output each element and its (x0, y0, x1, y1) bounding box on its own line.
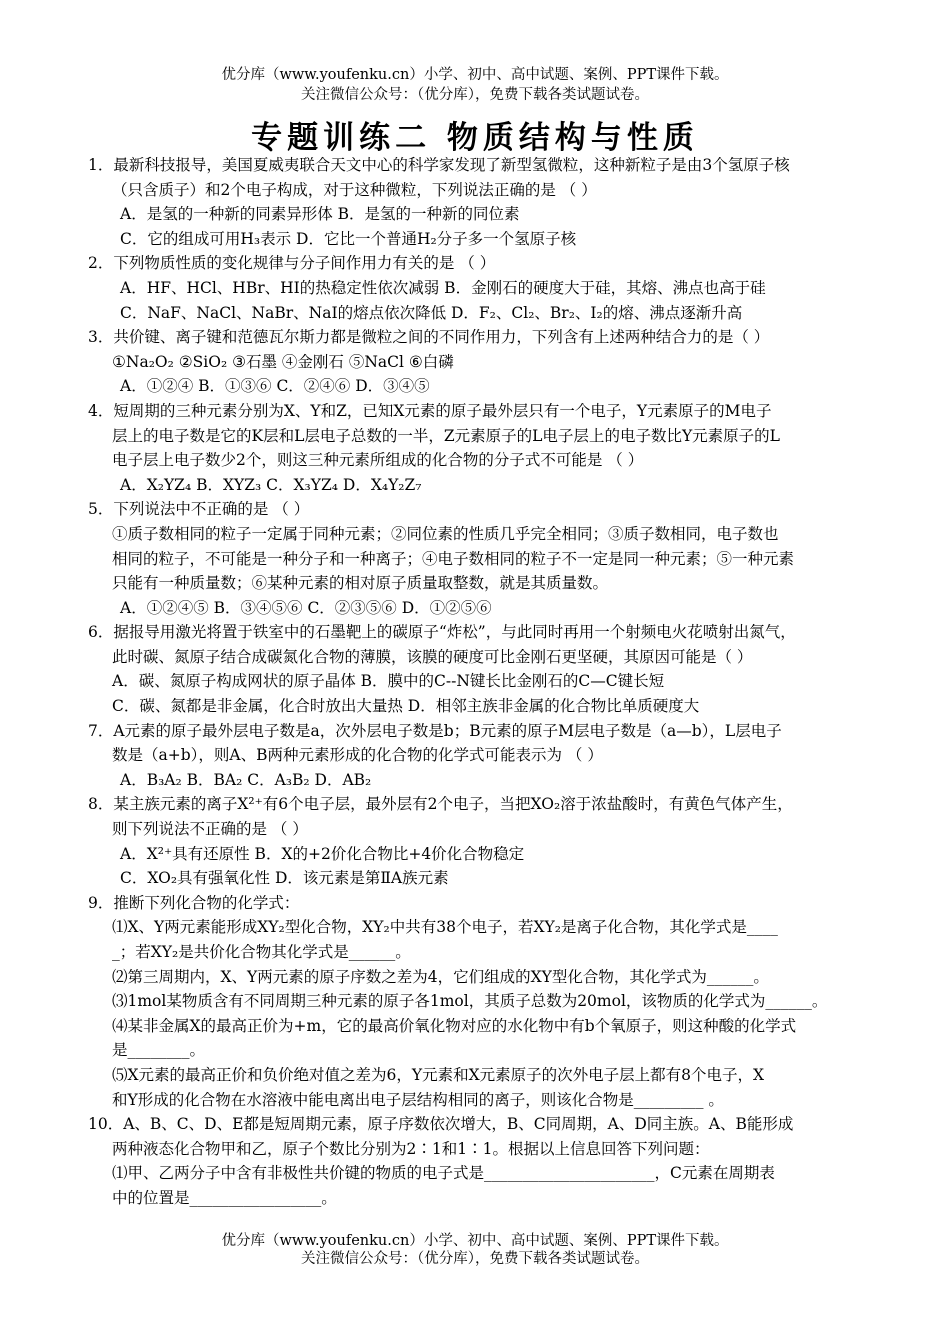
q9-sub1-line-1: ⑴X、Y两元素能形成XY₂型化合物，XY₂中共有38个电子，若XY₂是离子化合物，其化学式是____ (112, 918, 778, 937)
q10-line-2: 两种液态化合物甲和乙，原子个数比分别为2∶1和1∶1。根据以上信息回答下列问题： (112, 1139, 710, 1158)
q5-line-1: 5．下列说法中不正确的是 （ ） (88, 500, 310, 519)
q5-line-2: ①质子数相同的粒子一定属于同种元素；②同位素的性质几乎完全相同；③质子数相同，电子数也 (112, 524, 779, 543)
q8-choices-ab: A．X²⁺具有还原性 B．X的+2价化合物比+4价化合物稳定 (120, 844, 525, 863)
q4-line-1: 4．短周期的三种元素分别为X、Y和Z，已知X元素的原子最外层只有一个电子，Y元素原子的M电子 (88, 401, 772, 420)
q6-choices-ab: A．碳、氮原子构成网状的原子晶体 B．膜中的C--N键长比金刚石的C—C键长短 (112, 672, 665, 691)
q1-choices-ab: A．是氢的一种新的同素异形体 B．是氢的一种新的同位素 (120, 205, 520, 224)
q7-line-1: 7．A元素的原子最外层电子数是a，次外层电子数是b；B元素的原子M层电子数是（a—b），L层电子 (88, 721, 782, 740)
q5-choices: A．①②④⑤ B．③④⑤⑥ C．②③⑤⑥ D．①②⑤⑥ (120, 598, 492, 617)
q9-sub5-line-2: 和Y形成的化合物在水溶液中能电离出电子层结构相同的离子，则该化合物是_________ 。 (112, 1090, 724, 1109)
q4-choices: A．X₂YZ₄ B．XYZ₃ C．X₃YZ₄ D．X₄Y₂Z₇ (120, 475, 422, 494)
q3-items: ①Na₂O₂ ②SiO₂ ③石墨 ④金刚石 ⑤NaCl ⑥白磷 (112, 352, 454, 371)
q4-line-3: 电子层上电子数少2个，则这三种元素所组成的化合物的分子式不可能是 （ ） (112, 451, 644, 470)
q3-choices: A．①②④ B．①③⑥ C．②④⑥ D．③④⑤ (120, 377, 430, 396)
q9-sub5-line-1: ⑸X元素的最高正价和负价绝对值之差为6，Y元素和X元素原子的次外电子层上都有8个电子，X (112, 1065, 765, 1084)
q2-choices-cd: C．NaF、NaCl、NaBr、NaI的熔点依次降低 D．F₂、Cl₂、Br₂、I₂的熔、沸点逐渐升高 (120, 303, 743, 322)
q7-line-2: 数是（a+b），则A、B两种元素形成的化合物的化学式可能表示为 （ ） (112, 746, 603, 765)
q1-choices-cd: C．它的组成可用H₃表示 D．它比一个普通H₂分子多一个氢原子核 (120, 229, 577, 248)
q6-line-2: 此时碳、氮原子结合成碳氮化合物的薄膜，该膜的硬度可比金刚石更坚硬，其原因可能是（ ） (112, 647, 753, 666)
footer-line-1: 优分库（www.youfenku.cn）小学、初中、高中试题、案例、PPT课件下载。 (221, 1233, 729, 1249)
q7-choices: A．B₃A₂ B．BA₂ C．A₃B₂ D．AB₂ (120, 770, 372, 789)
question-body (88, 153, 868, 1211)
q1-line-1: 1．最新科技报导，美国夏威夷联合天文中心的科学家发现了新型氢微粒，这种新粒子是由3个氢原子核 (88, 156, 790, 174)
q6-choices-cd: C．碳、氮都是非金属，化合时放出大量热 D．相邻主族非金属的化合物比单质硬度大 (112, 697, 700, 716)
q9-sub1-line-2: _；若XY₂是共价化合物其化学式是______。 (112, 943, 411, 961)
q6-line-1: 6．据报导用激光将置于铁室中的石墨靶上的碳原子“炸松”，与此同时再用一个射频电火花喷射出氮气， (88, 623, 796, 642)
q9-sub3: ⑶1mol某物质含有不同周期三种元素的原子各1mol，其质子总数为20mol，该物质的化学式为______。 (112, 992, 828, 1011)
q8-line-2: 则下列说法不正确的是 （ ） (112, 820, 308, 839)
q8-line-1: 8．某主族元素的离子X²⁺有6个电子层，最外层有2个电子，当把XO₂溶于浓盐酸时，有黄色气体产生， (88, 795, 793, 814)
q5-line-4: 只能有一种质量数；⑥某种元素的相对原子质量取整数，就是其质量数。 (112, 574, 609, 593)
q8-choices-cd: C．XO₂具有强氧化性 D．该元素是第ⅡA族元素 (120, 869, 449, 888)
q9-sub2: ⑵第三周期内，X、Y两元素的原子序数之差为4，它们组成的XY型化合物，其化学式为______。 (112, 967, 769, 986)
header-line-2: 关注微信公众号：（优分库），免费下载各类试题试卷。 (301, 87, 649, 103)
q9-sub4-line-1: ⑷某非金属X的最高正价为+m，它的最高价氧化物对应的水化物中有b个氧原子，则这种酸的化学式 (112, 1016, 797, 1035)
q5-line-3: 相同的粒子，不可能是一种分子和一种离子；④电子数相同的粒子不一定是同一种元素；⑤一种元素 (112, 549, 795, 568)
page-title: 专题训练二 物质结构与性质 (251, 120, 699, 156)
q4-line-2: 层上的电子数是它的K层和L层电子总数的一半，Z元素原子的L电子层上的电子数比Y元素原子的L (112, 426, 780, 445)
q2-line-1: 2．下列物质性质的变化规律与分子间作用力有关的是 （ ） (88, 254, 496, 273)
q3-line-1: 3．共价键、离子键和范德瓦尔斯力都是微粒之间的不同作用力，下列含有上述两种结合力的是（ ） (88, 328, 770, 347)
q2-choices-ab: A．HF、HCl、HBr、HI的热稳定性依次减弱 B．金刚石的硬度大于硅，其熔、沸点也高于硅 (120, 278, 766, 297)
q9-sub4-line-2: 是________。 (112, 1041, 206, 1060)
q10-sub1-line-1: ⑴甲、乙两分子中含有非极性共价键的物质的电子式是______________________，C元素在周期表 (112, 1164, 775, 1183)
header-line-1: 优分库（www.youfenku.cn）小学、初中、高中试题、案例、PPT课件下载。 (221, 67, 729, 83)
q9-line-1: 9．推断下列化合物的化学式： (88, 893, 300, 912)
footer-line-2: 关注微信公众号：（优分库），免费下载各类试题试卷。 (301, 1251, 649, 1267)
q10-line-1: 10．A、B、C、D、E都是短周期元素，原子序数依次增大，B、C同周期，A、D同主族。A、B能形成 (88, 1115, 794, 1134)
q1-line-2: （只含质子）和2个电子构成，对于这种微粒，下列说法正确的是 （ ） (112, 180, 597, 199)
q10-sub1-line-2: 中的位置是_________________。 (112, 1188, 337, 1207)
